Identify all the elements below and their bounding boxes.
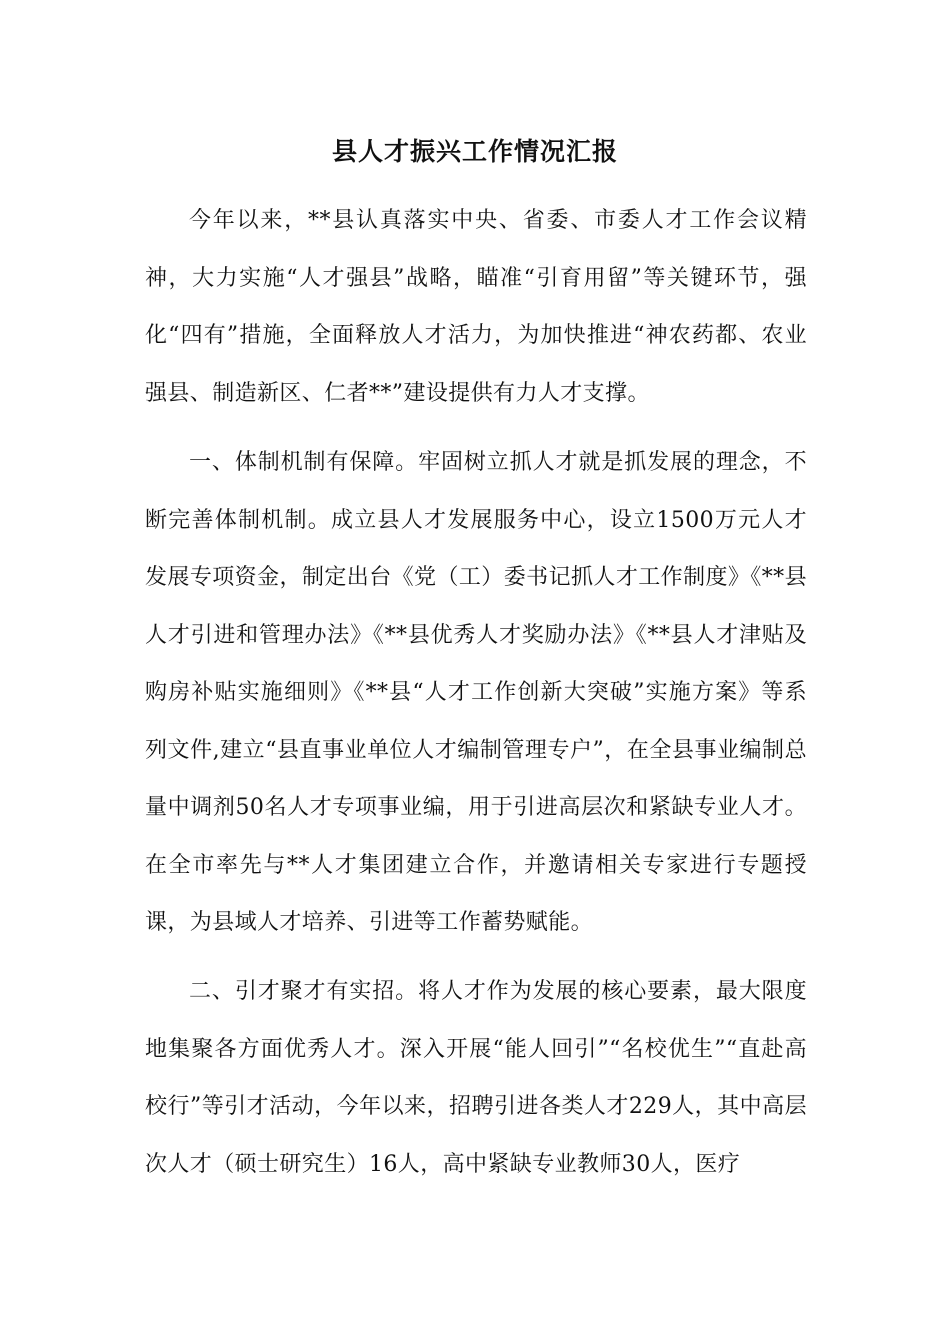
paragraph-section-two: 二、引才聚才有实招。将人才作为发展的核心要素，最大限度地集聚各方面优秀人才。深入开展“能人回引”“名校优生”“直赴高校行”等引才活动，今年以来，招聘引进各类人才229人，其中高层次人才（硕士研究生）16人，高中紧缺专业教师30人，医疗 xyxy=(145,979,807,1177)
paragraph-intro: 今年以来，**县认真落实中央、省委、市委人才工作会议精神，大力实施“人才强县”战略，瞄准“引育用留”等关键环节，强化“四有”措施，全面释放人才活力，为加快推进“神农药都、农业强县、制造新区、仁者**”建设提供有力人才支撑。 xyxy=(145,208,807,406)
paragraph-section-one: 一、体制机制有保障。牢固树立抓人才就是抓发展的理念，不断完善体制机制。成立县人才发展服务中心，设立1500万元人才发展专项资金，制定出台《党（工）委书记抓人才工作制度》《**县人才引进和管理办法》《**县优秀人才奖励办法》《**县人才津贴及购房补贴实施细则》《**县“人才工作创新大突破”实施方案》等系列文件,建立“县直事业单位人才编制管理专户”，在全县事业编制总量中调剂50名人才专项事业编，用于引进高层次和紧缺专业人才。在全市率先与**人才集团建立合作，并邀请相关专家进行专题授课，为县域人才培养、引进等工作蓄势赋能。 xyxy=(145,450,807,935)
document-title: 县人才振兴工作情况汇报 xyxy=(331,137,618,166)
